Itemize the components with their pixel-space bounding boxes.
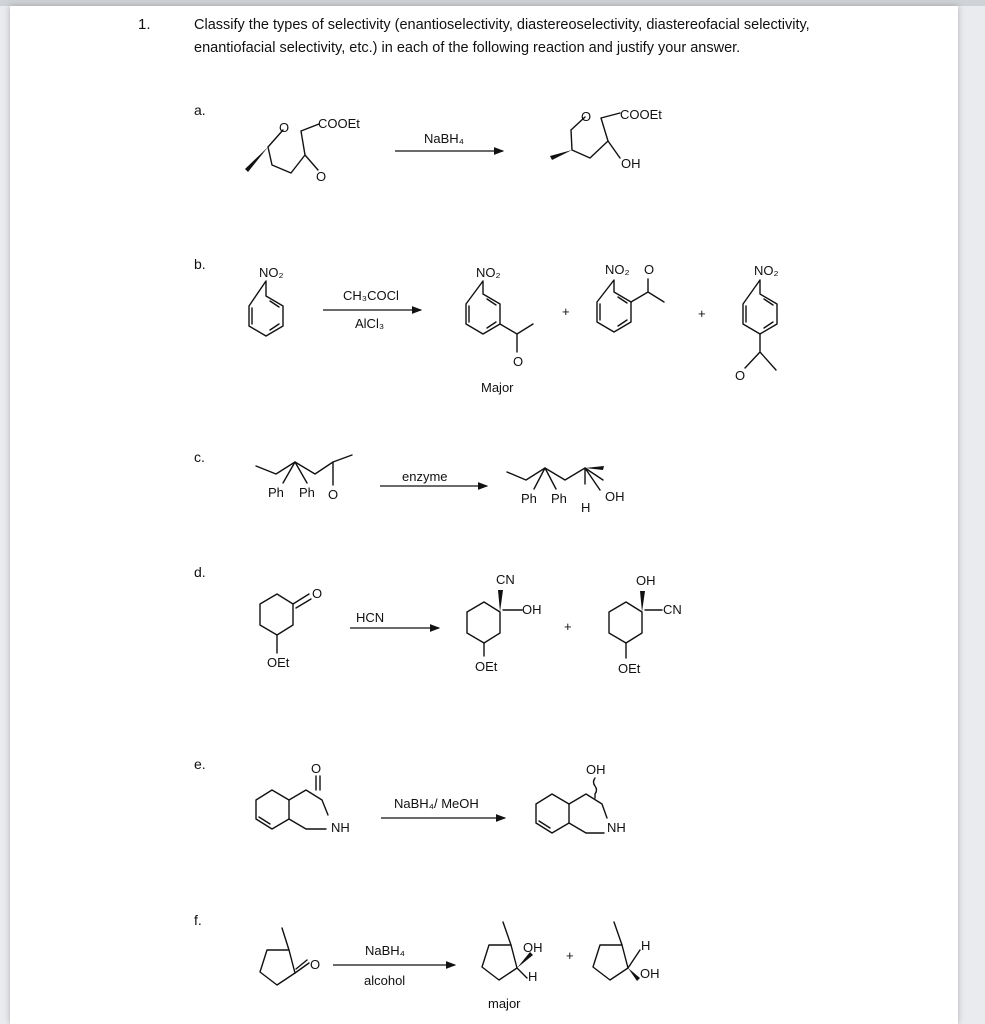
part-d-pr1-oh: OH [522, 602, 542, 617]
part-c-pr-oh: OH [605, 489, 625, 504]
part-a-product [550, 107, 662, 171]
part-e-product [536, 762, 626, 835]
part-a-sm-ring-o: O [279, 120, 290, 135]
part-f-pr2-h: H [641, 938, 651, 953]
part-c-sm-ph2: Ph [299, 485, 315, 500]
part-b-ortho-ketone-o: O [644, 262, 655, 277]
part-c-starting-material [256, 455, 352, 502]
part-c-product [507, 466, 625, 515]
part-b-ortho-nitro: NO₂ [605, 262, 630, 277]
part-f-major-label: major [488, 996, 521, 1011]
part-f-reagent-bottom: alcohol [364, 973, 406, 988]
part-e-reagent: NaBH₄/ MeOH [394, 796, 479, 811]
part-d-reagent: HCN [356, 610, 385, 625]
part-e-label: e. [194, 756, 206, 772]
part-c-label: c. [194, 449, 205, 465]
part-f-pr2-oh: OH [640, 966, 660, 981]
question-text: Classify the types of selectivity (enantioselectivity, diastereoselectivity, diastereofacial selectivity, enantiofacial selectivity, etc.) in each of the following reaction and justify your answer. [194, 17, 810, 56]
part-a-sm-carbonyl-o: O [316, 169, 327, 184]
part-d-product-2 [609, 573, 682, 676]
part-f-sm-o: O [310, 957, 321, 972]
part-d-plus: + [564, 619, 572, 634]
part-d-sm-oet: OEt [267, 655, 290, 670]
part-b-plus-2: + [698, 306, 706, 321]
part-c-pr-ph1: Ph [521, 491, 537, 506]
part-e-pr-oh: OH [586, 762, 606, 777]
part-a-sm-ester: COOEt [318, 116, 360, 131]
part-b-product-ortho [597, 262, 664, 332]
part-b-label: b. [194, 256, 206, 272]
part-b-plus-1: + [562, 304, 570, 319]
part-b-meta-nitro: NO₂ [476, 265, 501, 280]
part-e-starting-material [256, 761, 350, 835]
part-f-plus: + [566, 948, 574, 963]
part-d-pr2-cn: CN [663, 602, 682, 617]
part-a-pr-oh: OH [621, 156, 641, 171]
part-d-sm-o: O [312, 586, 323, 601]
part-b-reagent-bottom: AlCl₃ [355, 316, 385, 331]
part-d-pr2-oh: OH [636, 573, 656, 588]
part-f-product-1 [482, 922, 543, 1011]
part-d-pr1-oet: OEt [475, 659, 498, 674]
part-f-pr1-oh: OH [523, 940, 543, 955]
part-a-reagent: NaBH₄ [424, 131, 464, 146]
part-d-pr2-oet: OEt [618, 661, 641, 676]
part-d-pr1-cn: CN [496, 572, 515, 587]
part-f-starting-material [260, 928, 320, 985]
part-c-sm-ph1: Ph [268, 485, 284, 500]
part-d-starting-material [260, 586, 322, 670]
part-c-reagent: enzyme [402, 469, 448, 484]
part-b-major-label: Major [481, 380, 514, 395]
part-f-product-2 [593, 922, 660, 981]
part-b-para-nitro: NO₂ [754, 263, 779, 278]
part-b-product-meta [466, 265, 533, 395]
part-b-meta-ketone-o: O [513, 354, 524, 369]
part-e-sm-nh: NH [331, 820, 350, 835]
part-e-sm-o: O [311, 761, 322, 776]
part-b-para-ketone-o: O [735, 368, 746, 383]
part-a-label: a. [194, 102, 206, 118]
question-number: 1. [138, 16, 151, 33]
part-c-pr-ph2: Ph [551, 491, 567, 506]
part-b-reagent-top: CH₃COCl [343, 288, 399, 303]
part-a-starting-material [245, 116, 360, 184]
part-f-reagent-top: NaBH₄ [365, 943, 405, 958]
part-b-product-para [735, 263, 779, 383]
part-c-pr-h: H [581, 500, 591, 515]
part-b-sm-nitro: NO₂ [259, 265, 284, 280]
part-f-label: f. [194, 912, 202, 928]
part-f-pr1-h: H [528, 969, 538, 984]
part-d-label: d. [194, 564, 206, 580]
part-a-pr-ester: COOEt [620, 107, 662, 122]
part-e-pr-nh: NH [607, 820, 626, 835]
part-b-starting-material [249, 265, 284, 336]
part-d-product-1 [467, 572, 542, 674]
part-c-sm-o: O [328, 487, 339, 502]
part-a-pr-ring-o: O [581, 109, 592, 124]
